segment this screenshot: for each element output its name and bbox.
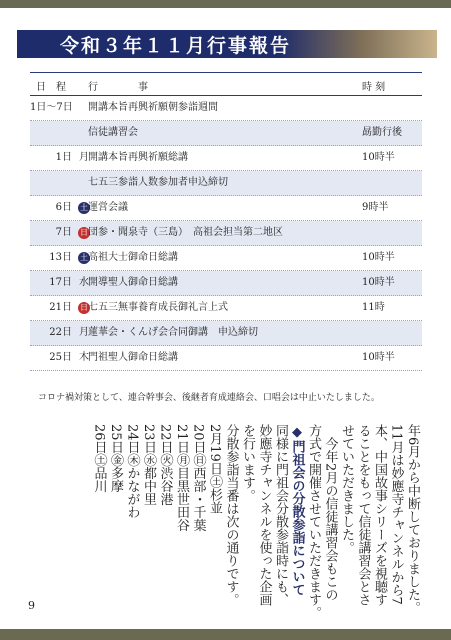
table-row (30, 171, 422, 196)
top-border (0, 0, 451, 8)
table-row (30, 96, 422, 121)
text-column: 11月は妙應寺チャンネルから7 (388, 424, 404, 605)
table-row (30, 246, 422, 271)
weekday-badge: 土 (80, 253, 88, 262)
weekday-badge: 土 (80, 203, 88, 212)
row-event: 信徒講習会 (88, 127, 138, 138)
row-date: 1日〜7日 (30, 102, 73, 113)
row-event: 運営会議 (88, 202, 128, 213)
row-event: 高祖大士御命日総講 (88, 252, 178, 263)
row-day: 木 (79, 352, 89, 363)
row-day: 月 (79, 152, 89, 163)
row-day: 月 (79, 327, 89, 338)
text-column: 年6月から中断しておりました。 (405, 424, 420, 615)
row-time: 10時半 (362, 352, 395, 363)
text-column: ることをもって信徒講習会とさ (355, 424, 371, 606)
header-time: 時 刻 (362, 82, 386, 93)
row-date: 13日 (49, 252, 72, 263)
row-time: 10時半 (362, 152, 395, 163)
table-body (30, 96, 422, 371)
row-date: 7日 (55, 227, 72, 238)
row-date: 6日 (55, 202, 72, 213)
table-row (30, 271, 422, 296)
row-date: 22日 (49, 327, 72, 338)
page-title: 令和３年１１月行事報告 (60, 35, 292, 57)
row-event: 開講本旨再興祈願朝参詣週間 (88, 102, 218, 113)
row-event: 七五三参詣人数参加者申込締切 (88, 177, 228, 188)
row-event: 開導聖人御命日総講 (88, 277, 178, 288)
weekday-badge: 日 (80, 303, 88, 312)
text-column: 妙應寺チャンネルを使った企画 (256, 424, 272, 606)
text-column: 方式で開催させていただきます。 (306, 424, 321, 619)
text-column: 24日㊍かながわ (124, 424, 140, 519)
page-number: 9 (28, 599, 35, 612)
row-time: 11時 (362, 302, 385, 313)
table-header (30, 72, 422, 96)
text-column: 25日㊎多摩 (108, 424, 123, 493)
table-row (30, 221, 422, 246)
row-date: 25日 (49, 352, 72, 363)
row-event: 開講本旨再興祈願総講 (88, 152, 188, 163)
header-event: 行 事 (88, 82, 148, 93)
text-column: 分散参詣当番は次の通りです。 (223, 424, 239, 606)
row-day: 水 (79, 277, 89, 288)
text-column: せていただきました。 (339, 424, 354, 554)
text-column: ◆門祖会の分散参詣について (289, 425, 305, 596)
table-row (30, 121, 422, 146)
text-column: 26日㊏品川 (91, 424, 107, 493)
text-column: 23日㊌都中里 (141, 424, 156, 506)
row-time: 勗勤行後 (362, 127, 402, 138)
text-column: 20日㊐西部・千葉 (190, 424, 206, 532)
table-row (30, 346, 422, 371)
table-row (30, 146, 422, 171)
text-column: 21日㊊目黒世田谷 (174, 424, 189, 532)
row-event: 団参・聞泉寺（三島） 高祖会担当第二地区 (88, 227, 283, 238)
row-time: 9時半 (362, 202, 389, 213)
text-column: を行います。 (240, 424, 255, 502)
bottom-border (0, 629, 451, 640)
text-column: 22日㊋渋谷港 (157, 424, 173, 506)
covid-note: コロナ禍対策として、連合幹事会、後継者育成連絡会、口唱会は中止いたしました。 (38, 393, 380, 403)
row-date: 17日 (49, 277, 72, 288)
row-event: 門祖聖人御命日総講 (88, 352, 178, 363)
row-date: 21日 (49, 302, 72, 313)
row-time: 10時半 (362, 277, 395, 288)
row-event: 七五三無事養育成長御礼言上式 (88, 302, 228, 313)
text-column: 同様に門祖会分散参詣時にも、 (273, 424, 288, 606)
table-row (30, 296, 422, 321)
table-row (30, 196, 422, 221)
row-event: 蓮華会・くんげ会合同御講 申込締切 (88, 327, 258, 338)
table-row (30, 321, 422, 346)
weekday-badge: 日 (80, 228, 88, 237)
schedule-table (30, 72, 422, 371)
text-column: 2月19日㊏杉並 (207, 424, 222, 514)
row-time: 10時半 (362, 252, 395, 263)
text-column: 今年2月の信徒講習会もこの (322, 437, 338, 602)
text-column: 本、中国故事シリーズを視聴す (372, 424, 387, 606)
header-date: 日 程 (36, 82, 66, 93)
row-date: 1日 (55, 152, 72, 163)
